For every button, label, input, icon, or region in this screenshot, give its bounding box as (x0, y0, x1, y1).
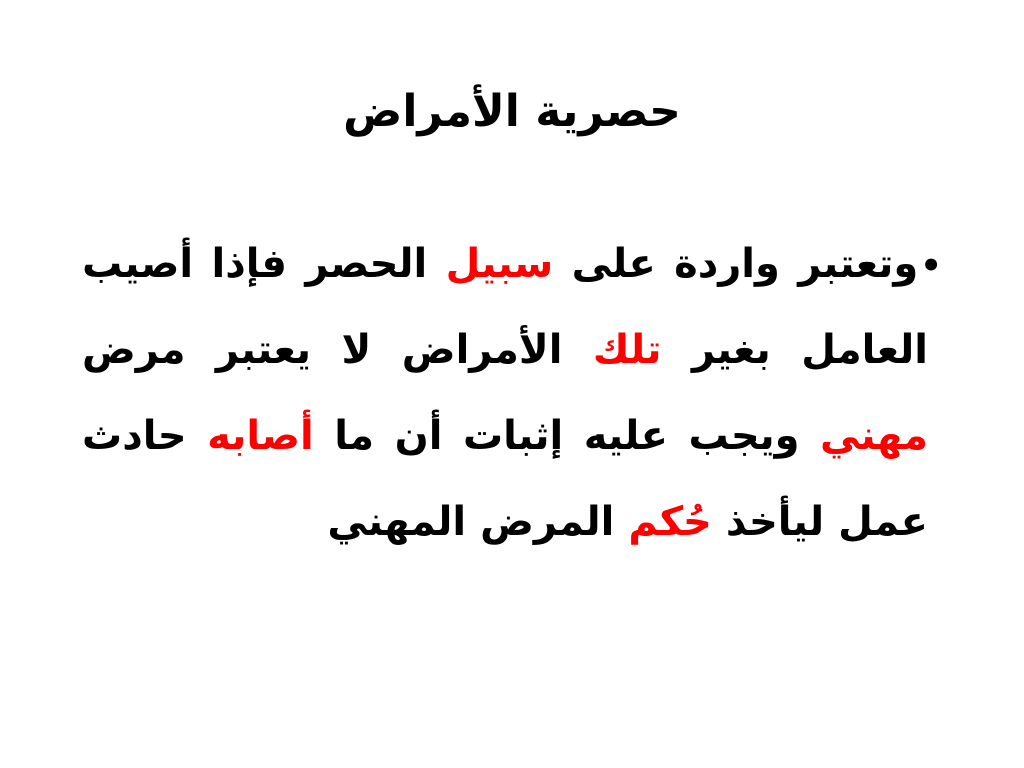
word: الحصر (305, 241, 428, 287)
word: مرض (82, 327, 186, 373)
slide-title: حصرية الأمراض (343, 86, 681, 137)
word: العامل (801, 327, 928, 373)
word: عليه (583, 413, 668, 459)
bullet-marker: • (920, 246, 942, 286)
highlighted-word: تلك (592, 327, 662, 373)
word: أن (394, 413, 443, 459)
highlighted-word: سبيل (445, 241, 554, 287)
word: واردة (674, 241, 780, 287)
word: فإذا (211, 241, 287, 287)
word: بغير (691, 327, 771, 373)
word: أصيب (82, 241, 194, 287)
word: يعتبر (215, 327, 312, 373)
word: وتعتبر (798, 241, 919, 287)
word: حادث (82, 413, 187, 459)
bullet-line-2 (82, 322, 928, 408)
word: ويجب (688, 413, 800, 459)
bullet-lead (798, 236, 942, 294)
word: إثبات (462, 413, 564, 459)
highlighted-word: حُكم (628, 499, 712, 545)
bullet-line-4 (82, 494, 928, 580)
highlighted-word: أصابه (207, 413, 314, 459)
word: على (571, 241, 656, 287)
word: عمل (838, 499, 928, 545)
bullet-paragraph (82, 236, 942, 580)
word: الأمراض (401, 327, 563, 373)
word: لا (341, 327, 372, 373)
word: ليأخذ (725, 499, 825, 545)
highlighted-word: مهني (820, 413, 928, 459)
bullet-line-3 (82, 408, 928, 494)
word: المهني (327, 499, 467, 545)
word: المرض (480, 499, 615, 545)
bullet-line-1 (82, 236, 942, 322)
word: ما (334, 413, 375, 459)
